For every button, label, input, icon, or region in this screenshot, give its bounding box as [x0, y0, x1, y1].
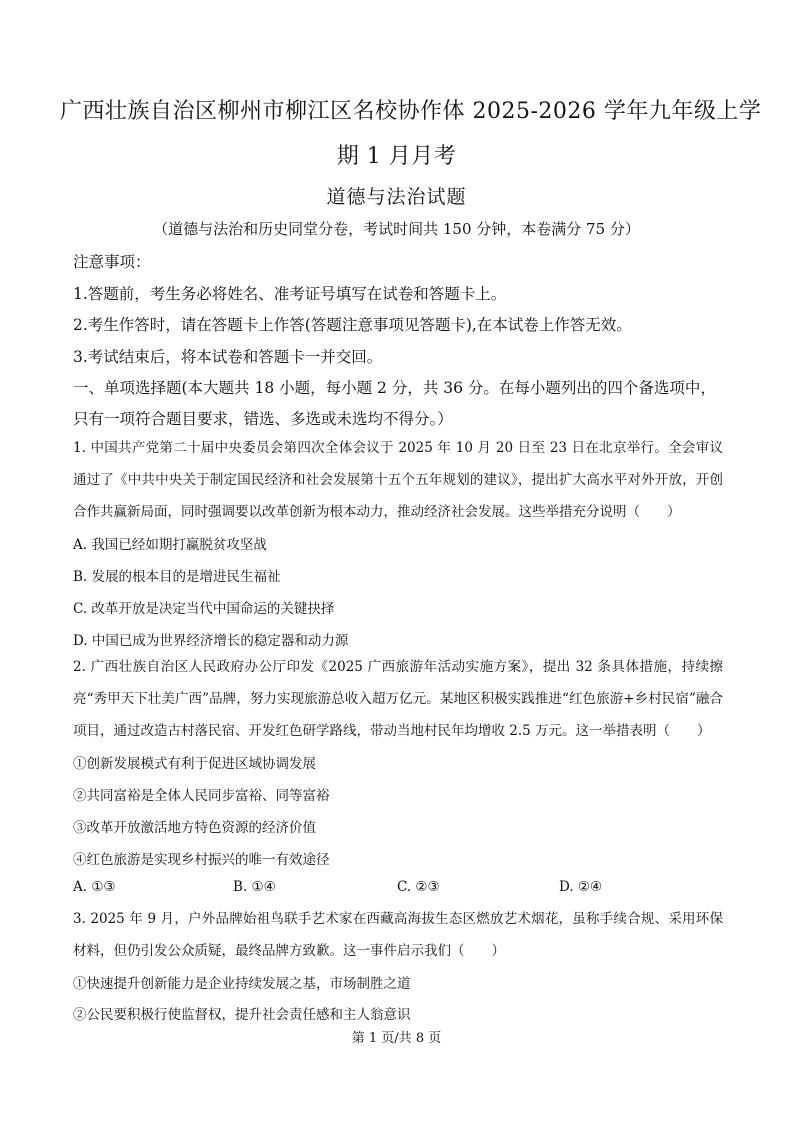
question-2-statement-4: ④红色旅游是实现乡村振兴的唯一有效途径 — [73, 852, 330, 868]
exam-title-line-2: 期 1 月月考 — [336, 144, 457, 169]
question-1-stem: 1. 中国共产党第二十届中央委员会第四次全体会议于 2025 年 10 月 20 日至 23 日在北京举行。全会审议通过了《中共中央关于制定国民经济和社会发展第十五个五年规划的建议》，提出扩大高水平对外开放，开创合作共赢新局面，同时强调要以改革创新为根本动力，推动经济社会发展。这些举措充分说明（ ） — [73, 440, 723, 520]
section-heading-line-2: 只有一项符合题目要求，错选、多选或未选均不得分。） — [73, 410, 453, 428]
question-2-statement-2: ②共同富裕是全体人民同步富裕、同等富裕 — [73, 788, 330, 804]
question-1-option-b: B. 发展的根本目的是增进民生福祉 — [73, 569, 281, 585]
notice-item: 2.考生作答时，请在答题卡上作答(答题注意事项见答题卡),在本试卷上作答无效。 — [73, 316, 632, 334]
question-2-statement-1: ①创新发展模式有利于促进区域协调发展 — [73, 756, 316, 772]
question-2-stem: 2. 广西壮族自治区人民政府办公厅印发《2025 广西旅游年活动实施方案》，提出 32 条具体措施，持续擦亮“秀甲天下壮美广西”品牌，努力实现旅游总收入超万亿元。某地区积极实践推进“红色旅游+乡村民宿”融合项目，通过改造古村落民宿、开发红色研学路线，带动当地村民年均增收 2.5 万元。这一举措表明（ ） — [73, 659, 723, 739]
question-1-option-d: D. 中国已成为世界经济增长的稳定器和动力源 — [73, 633, 349, 649]
section-heading-line-1: 一、单项选择题(本大题共 18 小题，每小题 2 分，共 36 分。在每小题列出的四个备选项中， — [73, 379, 716, 397]
question-2-choice-a: A. ①③ — [73, 879, 116, 895]
question-2-statement-3: ③改革开放激活地方特色资源的经济价值 — [73, 820, 316, 836]
question-2-choice-d: D. ②④ — [559, 879, 603, 895]
question-3-stem: 3. 2025 年 9 月，户外品牌始祖鸟联手艺术家在西藏高海拔生态区燃放艺术烟花，虽称手续合规、采用环保材料，但仍引发公众质疑，最终品牌方致歉。这一事件启示我们（ ） — [73, 911, 723, 959]
question-2-choice-b: B. ①④ — [233, 879, 276, 895]
notice-item: 3.考试结束后，将本试卷和答题卡一并交回。 — [73, 348, 383, 366]
question-1-option-c: C. 改革开放是决定当代中国命运的关键抉择 — [73, 601, 335, 617]
page-number: 第 1 页/共 8 页 — [351, 1031, 442, 1046]
notice-item: 1.答题前，考生务必将姓名、准考证号填写在试卷和答题卡上。 — [73, 285, 507, 303]
notice-heading: 注意事项： — [73, 253, 151, 271]
exam-note: （道德与法治和历史同堂分卷，考试时间共 150 分钟，本卷满分 75 分） — [153, 220, 640, 238]
question-2-choices — [73, 879, 723, 899]
question-3-statement-1: ①快速提升创新能力是企业持续发展之基，市场制胜之道 — [73, 976, 411, 992]
question-2-choice-c: C. ②③ — [397, 879, 440, 895]
question-3-statement-2: ②公民要积极行使监督权，提升社会责任感和主人翁意识 — [73, 1007, 411, 1023]
exam-title-line-1: 广西壮族自治区柳州市柳江区名校协作体 2025-2026 学年九年级上学 — [60, 99, 762, 124]
question-1-option-a: A. 我国已经如期打赢脱贫攻坚战 — [73, 537, 267, 553]
subject-title: 道德与法治试题 — [326, 186, 467, 208]
